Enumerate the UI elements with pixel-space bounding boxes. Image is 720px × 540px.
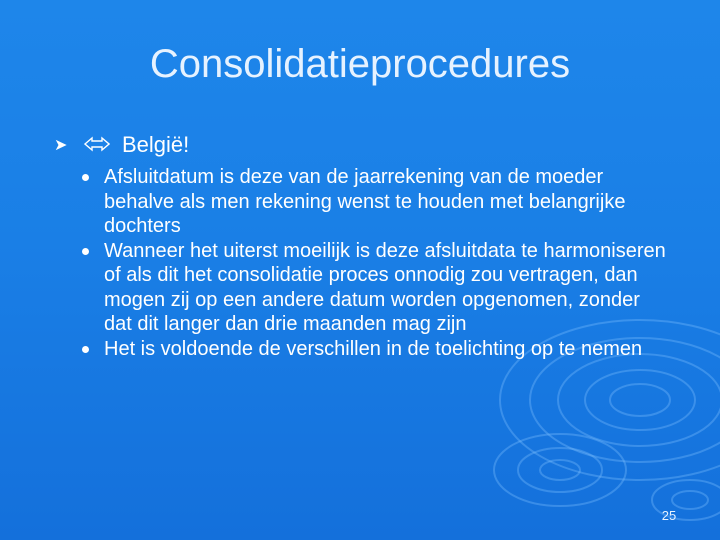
bullet-dot-icon bbox=[82, 248, 89, 255]
main-point bbox=[54, 132, 189, 158]
list-item bbox=[82, 165, 672, 239]
bullet-dot-icon bbox=[82, 346, 89, 353]
subpoint-list bbox=[82, 165, 672, 361]
arrowhead-bullet-icon: ➤ bbox=[54, 137, 68, 154]
subpoint-text: Wanneer het uiterst moeilijk is deze afsluitdata te harmoniseren of als dit het consolidatie proces onnodig zou vertragen, dan mogen zij op een andere datum worden opgenomen, zonder dat dit langer dan drie maanden mag zijn bbox=[104, 239, 666, 335]
main-point-label: België! bbox=[122, 132, 190, 157]
double-outline-left-right-arrow-icon bbox=[84, 132, 110, 158]
subpoint-text: Het is voldoende de verschillen in de toelichting op te nemen bbox=[104, 337, 643, 360]
list-item bbox=[82, 337, 672, 362]
slide-title: Consolidatieprocedures bbox=[149, 42, 571, 86]
list-item bbox=[82, 239, 672, 337]
page-number: 25 bbox=[661, 508, 677, 523]
bullet-dot-icon bbox=[82, 174, 89, 181]
subpoint-text: Afsluitdatum is deze van de jaarrekening van de moeder behalve als men rekening wenst te houden met belangrijke dochters bbox=[104, 166, 626, 237]
